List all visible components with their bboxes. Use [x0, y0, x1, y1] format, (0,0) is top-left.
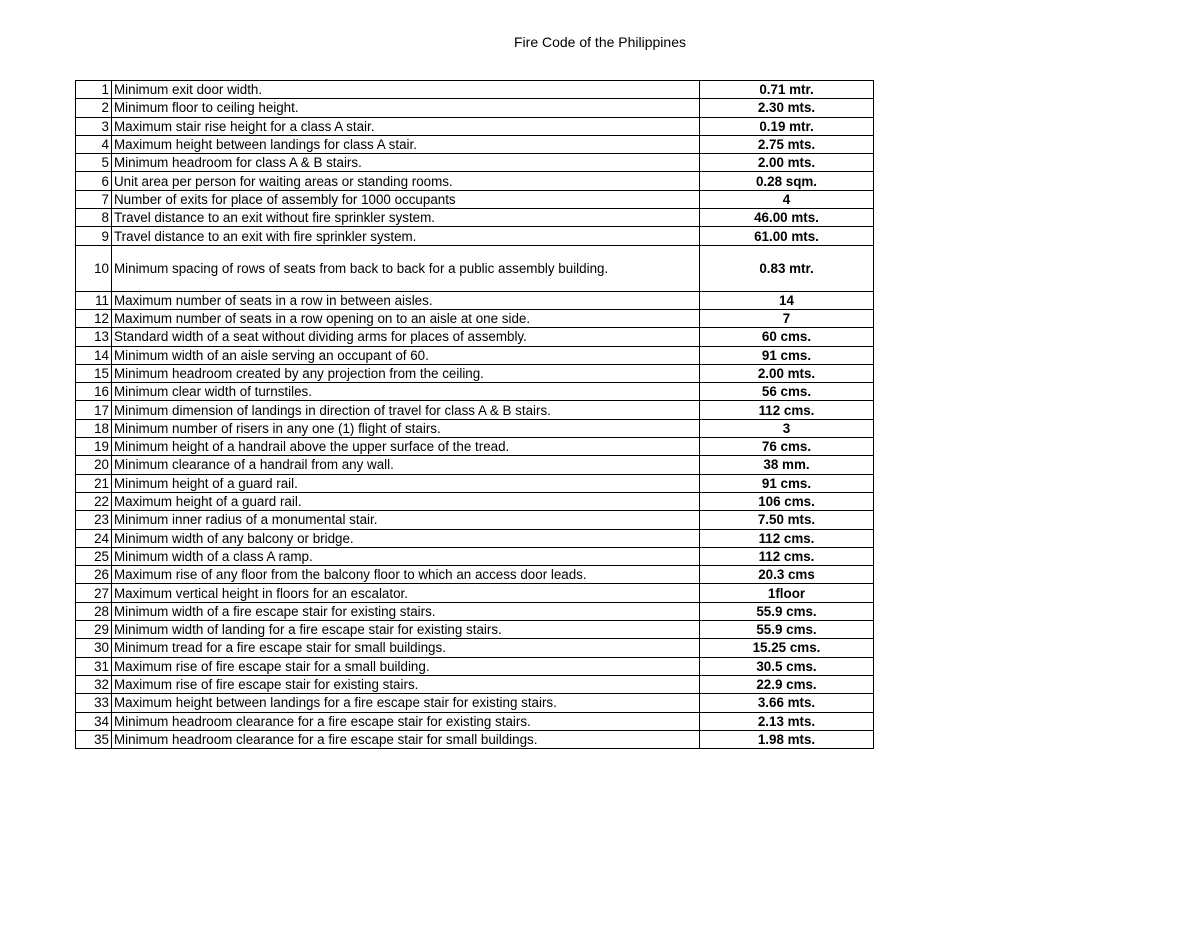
row-description: Minimum number of risers in any one (1) flight of stairs. [112, 419, 700, 437]
row-value: 3.66 mts. [700, 694, 874, 712]
row-value: 1.98 mts. [700, 730, 874, 748]
row-value: 7 [700, 309, 874, 327]
row-value: 112 cms. [700, 401, 874, 419]
row-number: 27 [76, 584, 112, 602]
row-value: 46.00 mts. [700, 209, 874, 227]
row-value: 2.00 mts. [700, 154, 874, 172]
row-description: Travel distance to an exit without fire sprinkler system. [112, 209, 700, 227]
row-description: Maximum number of seats in a row in between aisles. [112, 291, 700, 309]
row-number: 25 [76, 547, 112, 565]
row-number: 14 [76, 346, 112, 364]
row-number: 22 [76, 492, 112, 510]
table-row [76, 99, 874, 117]
row-number: 29 [76, 621, 112, 639]
page-title: Fire Code of the Philippines [514, 34, 686, 50]
row-description: Minimum spacing of rows of seats from back to back for a public assembly building. [112, 245, 700, 291]
table-row [76, 172, 874, 190]
row-value: 38 mm. [700, 456, 874, 474]
row-description: Maximum vertical height in floors for an escalator. [112, 584, 700, 602]
row-description: Minimum inner radius of a monumental stair. [112, 511, 700, 529]
row-number: 28 [76, 602, 112, 620]
table-row [76, 566, 874, 584]
row-value: 0.19 mtr. [700, 117, 874, 135]
row-number: 16 [76, 383, 112, 401]
row-description: Minimum width of landing for a fire escape stair for existing stairs. [112, 621, 700, 639]
row-number: 11 [76, 291, 112, 309]
row-value: 3 [700, 419, 874, 437]
row-number: 8 [76, 209, 112, 227]
row-description: Minimum width of an aisle serving an occupant of 60. [112, 346, 700, 364]
row-number: 35 [76, 730, 112, 748]
table-row [76, 712, 874, 730]
row-value: 2.00 mts. [700, 364, 874, 382]
row-description: Minimum width of a class A ramp. [112, 547, 700, 565]
fire-code-table [75, 80, 874, 749]
row-value: 15.25 cms. [700, 639, 874, 657]
row-value: 4 [700, 190, 874, 208]
table-row [76, 657, 874, 675]
row-description: Maximum rise of any floor from the balcony floor to which an access door leads. [112, 566, 700, 584]
row-description: Number of exits for place of assembly for 1000 occupants [112, 190, 700, 208]
row-value: 91 cms. [700, 346, 874, 364]
row-value: 2.13 mts. [700, 712, 874, 730]
table-row [76, 190, 874, 208]
row-description: Travel distance to an exit with fire sprinkler system. [112, 227, 700, 245]
row-value: 76 cms. [700, 438, 874, 456]
table-row [76, 438, 874, 456]
row-number: 6 [76, 172, 112, 190]
row-number: 13 [76, 328, 112, 346]
row-number: 33 [76, 694, 112, 712]
row-value: 60 cms. [700, 328, 874, 346]
row-number: 9 [76, 227, 112, 245]
table-row [76, 328, 874, 346]
table-row [76, 456, 874, 474]
table-row [76, 474, 874, 492]
row-description: Minimum headroom created by any projection from the ceiling. [112, 364, 700, 382]
row-description: Minimum headroom clearance for a fire escape stair for existing stairs. [112, 712, 700, 730]
table-row [76, 309, 874, 327]
row-number: 19 [76, 438, 112, 456]
row-value: 0.71 mtr. [700, 81, 874, 99]
row-description: Maximum rise of fire escape stair for a small building. [112, 657, 700, 675]
row-value: 20.3 cms [700, 566, 874, 584]
table-row [76, 547, 874, 565]
row-value: 55.9 cms. [700, 621, 874, 639]
table-row [76, 621, 874, 639]
row-description: Maximum number of seats in a row opening on to an aisle at one side. [112, 309, 700, 327]
table-row [76, 245, 874, 291]
row-value: 91 cms. [700, 474, 874, 492]
row-value: 56 cms. [700, 383, 874, 401]
table-row [76, 135, 874, 153]
table-row [76, 694, 874, 712]
row-description: Minimum headroom for class A & B stairs. [112, 154, 700, 172]
table-row [76, 419, 874, 437]
row-number: 5 [76, 154, 112, 172]
row-number: 21 [76, 474, 112, 492]
row-value: 0.83 mtr. [700, 245, 874, 291]
table-row [76, 117, 874, 135]
row-number: 1 [76, 81, 112, 99]
table-row [76, 730, 874, 748]
row-value: 112 cms. [700, 529, 874, 547]
row-value: 106 cms. [700, 492, 874, 510]
row-number: 20 [76, 456, 112, 474]
table-row [76, 364, 874, 382]
row-value: 61.00 mts. [700, 227, 874, 245]
row-description: Minimum clear width of turnstiles. [112, 383, 700, 401]
row-description: Maximum height of a guard rail. [112, 492, 700, 510]
row-value: 112 cms. [700, 547, 874, 565]
table-row [76, 529, 874, 547]
table-row [76, 227, 874, 245]
table-row [76, 492, 874, 510]
row-number: 15 [76, 364, 112, 382]
row-description: Minimum width of a fire escape stair for existing stairs. [112, 602, 700, 620]
row-description: Minimum dimension of landings in direction of travel for class A & B stairs. [112, 401, 700, 419]
row-number: 32 [76, 675, 112, 693]
row-number: 18 [76, 419, 112, 437]
row-number: 34 [76, 712, 112, 730]
row-number: 23 [76, 511, 112, 529]
row-number: 7 [76, 190, 112, 208]
row-value: 2.30 mts. [700, 99, 874, 117]
row-value: 7.50 mts. [700, 511, 874, 529]
row-description: Minimum height of a handrail above the upper surface of the tread. [112, 438, 700, 456]
row-description: Unit area per person for waiting areas or standing rooms. [112, 172, 700, 190]
row-number: 2 [76, 99, 112, 117]
row-number: 10 [76, 245, 112, 291]
row-value: 14 [700, 291, 874, 309]
row-value: 2.75 mts. [700, 135, 874, 153]
table-row [76, 584, 874, 602]
table-body [76, 81, 874, 749]
row-value: 55.9 cms. [700, 602, 874, 620]
row-value: 22.9 cms. [700, 675, 874, 693]
row-description: Minimum height of a guard rail. [112, 474, 700, 492]
table-row [76, 401, 874, 419]
row-number: 3 [76, 117, 112, 135]
row-number: 24 [76, 529, 112, 547]
row-value: 1floor [700, 584, 874, 602]
table-row [76, 154, 874, 172]
row-value: 30.5 cms. [700, 657, 874, 675]
row-description: Standard width of a seat without dividing arms for places of assembly. [112, 328, 700, 346]
table-row [76, 291, 874, 309]
row-description: Minimum width of any balcony or bridge. [112, 529, 700, 547]
table-row [76, 383, 874, 401]
table-row [76, 346, 874, 364]
row-value: 0.28 sqm. [700, 172, 874, 190]
table-row [76, 639, 874, 657]
table-row [76, 675, 874, 693]
row-description: Minimum headroom clearance for a fire escape stair for small buildings. [112, 730, 700, 748]
row-number: 12 [76, 309, 112, 327]
row-number: 30 [76, 639, 112, 657]
row-description: Minimum clearance of a handrail from any wall. [112, 456, 700, 474]
row-description: Maximum rise of fire escape stair for existing stairs. [112, 675, 700, 693]
row-description: Minimum tread for a fire escape stair for small buildings. [112, 639, 700, 657]
row-number: 26 [76, 566, 112, 584]
row-description: Minimum exit door width. [112, 81, 700, 99]
table-row [76, 81, 874, 99]
row-description: Minimum floor to ceiling height. [112, 99, 700, 117]
row-description: Maximum height between landings for class A stair. [112, 135, 700, 153]
table-row [76, 602, 874, 620]
row-number: 31 [76, 657, 112, 675]
row-description: Maximum height between landings for a fire escape stair for existing stairs. [112, 694, 700, 712]
row-description: Maximum stair rise height for a class A stair. [112, 117, 700, 135]
row-number: 17 [76, 401, 112, 419]
row-number: 4 [76, 135, 112, 153]
table-row [76, 209, 874, 227]
table-row [76, 511, 874, 529]
